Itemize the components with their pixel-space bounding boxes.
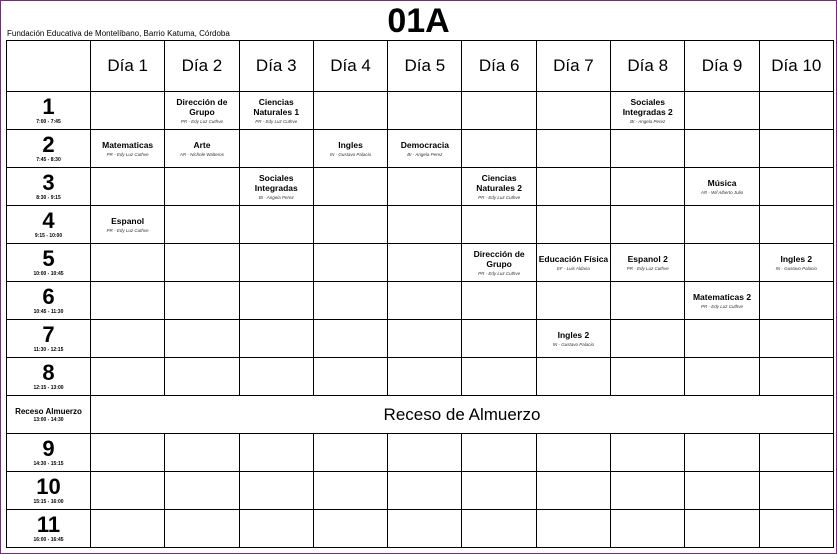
empty-cell <box>759 510 833 548</box>
empty-cell <box>759 206 833 244</box>
teacher-name: PR - Edy Luz Cuthve <box>701 304 744 309</box>
empty-cell <box>239 358 313 396</box>
page-title: 01A <box>387 2 450 40</box>
period-label: 2 <box>42 132 55 157</box>
empty-cell <box>313 206 387 244</box>
subject-name: Espanol <box>111 216 145 226</box>
period-time: 15:15 - 16:00 <box>33 499 64 505</box>
empty-cell <box>165 206 239 244</box>
empty-cell <box>91 282 165 320</box>
subject-name: Sociales Integradas 2 <box>622 97 673 117</box>
empty-cell <box>388 282 462 320</box>
teacher-name: EF - Luis Aldana <box>556 266 590 271</box>
empty-cell <box>759 434 833 472</box>
day-header: Día 3 <box>239 41 313 92</box>
period-time: 11:30 - 12:15 <box>33 347 64 353</box>
class-cell[interactable] <box>239 168 313 206</box>
empty-cell <box>685 510 759 548</box>
day-header: Día 4 <box>313 41 387 92</box>
empty-cell <box>536 92 610 130</box>
period-row <box>7 510 834 548</box>
school-name: Fundación Educativa de Montelíbano, Barrio Katuma, Córdoba <box>7 29 230 38</box>
empty-cell <box>388 434 462 472</box>
day-header: Día 8 <box>611 41 685 92</box>
empty-cell <box>611 358 685 396</box>
empty-cell <box>536 168 610 206</box>
subject-name: Matematicas 2 <box>692 292 752 302</box>
empty-cell <box>239 206 313 244</box>
period-cell <box>7 510 91 548</box>
subject-name: Ingles 2 <box>780 254 813 264</box>
period-time: 13:00 - 14:30 <box>33 416 64 423</box>
class-cell[interactable] <box>165 92 239 130</box>
empty-cell <box>91 358 165 396</box>
lunch-banner: Receso de Almuerzo <box>91 396 834 434</box>
empty-cell <box>165 358 239 396</box>
period-time: 7:00 - 7:45 <box>36 119 61 125</box>
day-header: Día 5 <box>388 41 462 92</box>
empty-cell <box>313 434 387 472</box>
empty-cell <box>239 244 313 282</box>
subject-name: Ingles 2 <box>557 330 590 340</box>
teacher-name: PR - Edy Luz Cuthve <box>106 228 149 233</box>
empty-cell <box>91 244 165 282</box>
period-time: 12:15 - 13:00 <box>33 385 64 391</box>
subject-name: Ciencias Naturales 1 <box>253 97 300 117</box>
period-row <box>7 92 834 130</box>
lunch-row <box>7 396 834 434</box>
subject-name: Democracia <box>400 140 449 150</box>
empty-cell <box>388 472 462 510</box>
empty-cell <box>388 92 462 130</box>
class-cell[interactable] <box>611 92 685 130</box>
class-cell[interactable] <box>239 92 313 130</box>
period-cell <box>7 320 91 358</box>
empty-cell <box>388 244 462 282</box>
teacher-name: IN - Gustavo Palacio <box>552 342 595 347</box>
empty-cell <box>759 320 833 358</box>
corner-cell <box>7 41 91 92</box>
subject-name: Educación Física <box>538 254 609 264</box>
empty-cell <box>611 130 685 168</box>
period-cell <box>7 358 91 396</box>
period-row <box>7 434 834 472</box>
empty-cell <box>536 282 610 320</box>
empty-cell <box>685 206 759 244</box>
empty-cell <box>536 434 610 472</box>
teacher-name: PR - Edy Luz Cuthve <box>478 195 521 200</box>
teacher-name: AR - Wil Alberto Julio <box>700 190 744 195</box>
teacher-name: IN - Gustavo Palacio <box>329 152 372 157</box>
empty-cell <box>462 320 536 358</box>
empty-cell <box>91 92 165 130</box>
class-cell[interactable] <box>462 168 536 206</box>
teacher-name: PR - Edy Luz Cuthve <box>478 271 521 276</box>
empty-cell <box>759 168 833 206</box>
empty-cell <box>685 92 759 130</box>
teacher-name: BI - Angela Perez <box>630 119 666 124</box>
period-cell <box>7 244 91 282</box>
empty-cell <box>462 92 536 130</box>
teacher-name: PR - Edy Luz Cuthve <box>626 266 669 271</box>
empty-cell <box>239 472 313 510</box>
empty-cell <box>388 320 462 358</box>
period-row <box>7 130 834 168</box>
empty-cell <box>313 92 387 130</box>
period-cell <box>7 206 91 244</box>
period-label: Receso Almuerzo <box>15 406 82 416</box>
empty-cell <box>91 472 165 510</box>
class-cell[interactable] <box>462 244 536 282</box>
period-row <box>7 206 834 244</box>
period-label: 4 <box>42 208 55 233</box>
empty-cell <box>685 434 759 472</box>
teacher-name: PR - Edy Luz Cuthve <box>106 152 149 157</box>
period-label: 9 <box>42 436 55 461</box>
empty-cell <box>313 320 387 358</box>
teacher-name: BI - Angela Perez <box>407 152 443 157</box>
subject-name: Espanol 2 <box>627 254 668 264</box>
empty-cell <box>91 434 165 472</box>
period-time: 7:45 - 8:30 <box>36 157 61 163</box>
period-label: 7 <box>42 322 55 347</box>
class-cell[interactable] <box>313 130 387 168</box>
subject-name: Arte <box>193 140 211 150</box>
subject-name: Dirección de Grupo <box>473 249 525 269</box>
class-cell[interactable] <box>536 244 610 282</box>
empty-cell <box>462 282 536 320</box>
empty-cell <box>536 472 610 510</box>
empty-cell <box>611 434 685 472</box>
empty-cell <box>759 358 833 396</box>
period-time: 14:30 - 15:15 <box>33 461 64 467</box>
day-header: Día 2 <box>165 41 239 92</box>
period-label: 1 <box>42 94 55 119</box>
day-header-row <box>7 41 834 92</box>
class-cell[interactable] <box>388 130 462 168</box>
empty-cell <box>91 168 165 206</box>
empty-cell <box>313 244 387 282</box>
teacher-name: BI - Angela Perez <box>258 195 294 200</box>
class-cell[interactable] <box>685 168 759 206</box>
empty-cell <box>165 434 239 472</box>
period-cell <box>7 168 91 206</box>
empty-cell <box>388 510 462 548</box>
subject-name: Sociales Integradas <box>254 173 298 193</box>
empty-cell <box>536 206 610 244</box>
empty-cell <box>536 130 610 168</box>
empty-cell <box>685 130 759 168</box>
empty-cell <box>685 244 759 282</box>
empty-cell <box>388 206 462 244</box>
empty-cell <box>536 358 610 396</box>
empty-cell <box>239 282 313 320</box>
class-cell[interactable] <box>91 206 165 244</box>
empty-cell <box>759 472 833 510</box>
empty-cell <box>611 168 685 206</box>
empty-cell <box>165 244 239 282</box>
period-cell <box>7 434 91 472</box>
empty-cell <box>239 434 313 472</box>
empty-cell <box>611 282 685 320</box>
timetable <box>6 40 834 548</box>
empty-cell <box>91 320 165 358</box>
period-row <box>7 358 834 396</box>
period-cell <box>7 92 91 130</box>
day-header: Día 9 <box>685 41 759 92</box>
teacher-name: AR - Nichole Walteros <box>179 152 225 157</box>
empty-cell <box>165 510 239 548</box>
subject-name: Música <box>707 178 737 188</box>
subject-name: Ciencias Naturales 2 <box>476 173 523 193</box>
subject-name: Dirección de Grupo <box>176 97 228 117</box>
teacher-name: IN - Gustavo Palacio <box>775 266 817 271</box>
empty-cell <box>611 472 685 510</box>
period-time: 16:00 - 16:45 <box>33 537 64 543</box>
empty-cell <box>462 510 536 548</box>
empty-cell <box>313 472 387 510</box>
period-label: 3 <box>42 170 55 195</box>
empty-cell <box>388 168 462 206</box>
period-row <box>7 244 834 282</box>
class-cell[interactable] <box>685 282 759 320</box>
period-label: 5 <box>42 246 55 271</box>
empty-cell <box>685 472 759 510</box>
class-cell[interactable] <box>759 244 833 282</box>
period-cell <box>7 282 91 320</box>
empty-cell <box>388 358 462 396</box>
period-cell <box>7 472 91 510</box>
empty-cell <box>462 130 536 168</box>
empty-cell <box>165 472 239 510</box>
empty-cell <box>313 282 387 320</box>
empty-cell <box>239 320 313 358</box>
empty-cell <box>91 510 165 548</box>
empty-cell <box>685 358 759 396</box>
empty-cell <box>759 282 833 320</box>
period-label: 11 <box>36 512 61 537</box>
period-row <box>7 320 834 358</box>
period-label: 10 <box>36 474 61 499</box>
subject-name: Matematicas <box>102 140 154 150</box>
empty-cell <box>462 472 536 510</box>
period-time: 8:30 - 9:15 <box>36 195 61 201</box>
empty-cell <box>536 510 610 548</box>
empty-cell <box>165 282 239 320</box>
class-cell[interactable] <box>536 320 610 358</box>
period-time: 10:45 - 11:30 <box>33 309 64 315</box>
day-header: Día 1 <box>91 41 165 92</box>
empty-cell <box>685 320 759 358</box>
empty-cell <box>611 320 685 358</box>
empty-cell <box>239 510 313 548</box>
period-time: 10:00 - 10:45 <box>33 271 64 277</box>
teacher-name: PR - Edy Luz Cuthve <box>180 119 223 124</box>
period-label: 6 <box>42 284 55 309</box>
day-header: Día 7 <box>536 41 610 92</box>
empty-cell <box>611 206 685 244</box>
period-time: 9:15 - 10:00 <box>34 233 63 239</box>
subject-name: Ingles <box>338 140 363 150</box>
class-cell[interactable] <box>611 244 685 282</box>
empty-cell <box>759 130 833 168</box>
empty-cell <box>611 510 685 548</box>
empty-cell <box>165 168 239 206</box>
day-header: Día 10 <box>759 41 833 92</box>
empty-cell <box>462 434 536 472</box>
empty-cell <box>165 320 239 358</box>
teacher-name: PR - Edy Luz Cuthve <box>255 119 298 124</box>
empty-cell <box>462 358 536 396</box>
period-label: 8 <box>42 360 55 385</box>
period-row <box>7 282 834 320</box>
empty-cell <box>313 510 387 548</box>
period-cell <box>7 396 91 434</box>
class-cell[interactable] <box>91 130 165 168</box>
empty-cell <box>313 358 387 396</box>
empty-cell <box>313 168 387 206</box>
period-cell <box>7 130 91 168</box>
empty-cell <box>462 206 536 244</box>
empty-cell <box>759 92 833 130</box>
day-header: Día 6 <box>462 41 536 92</box>
class-cell[interactable] <box>165 130 239 168</box>
period-row <box>7 472 834 510</box>
period-row <box>7 168 834 206</box>
empty-cell <box>239 130 313 168</box>
